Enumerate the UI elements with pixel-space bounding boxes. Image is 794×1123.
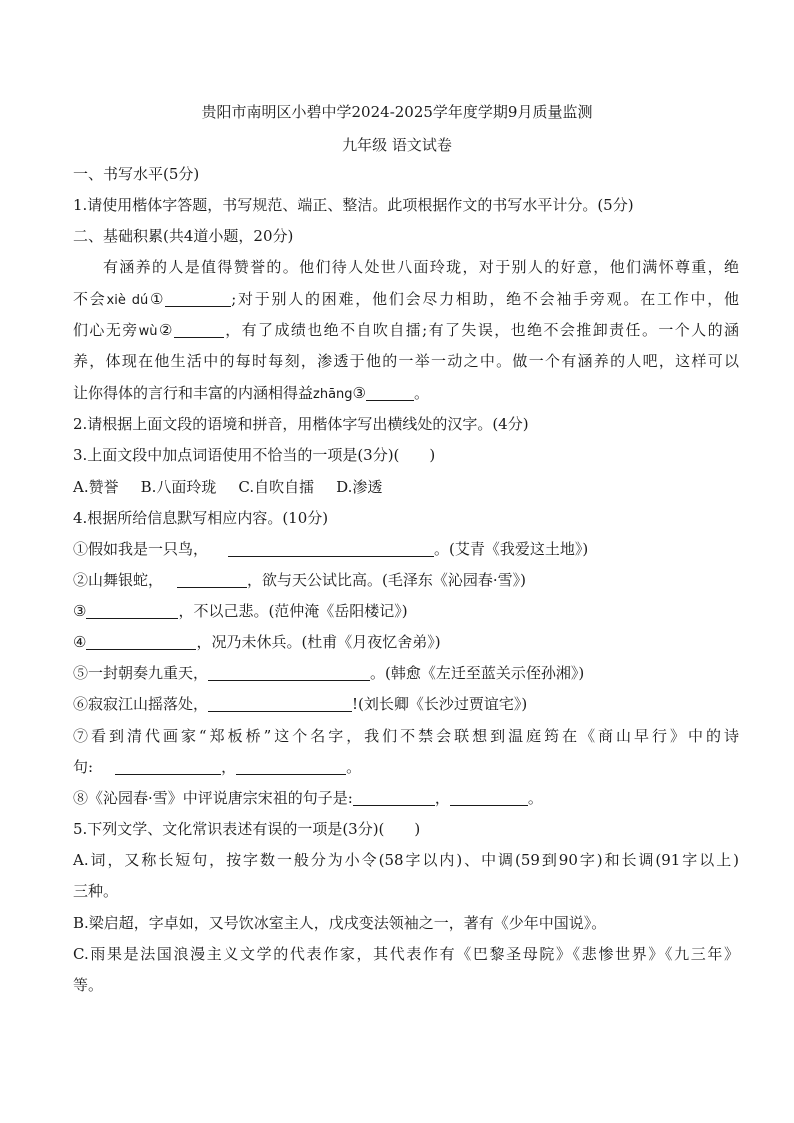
blank-number-2: ② xyxy=(157,321,174,339)
recite-item-6 xyxy=(73,694,739,714)
recite-item-7: ⑦看到清代画家“郑板桥”这个名字，我们不禁会联想到温庭筠在《商山早行》中的诗 xyxy=(73,727,739,745)
recite-item-2 xyxy=(73,570,739,590)
option-c[interactable]: C.自吹自擂 xyxy=(238,478,315,496)
question-3-options xyxy=(73,477,739,497)
passage-text: 不会 xyxy=(73,290,107,308)
answer-blank-3[interactable] xyxy=(366,384,414,401)
recite-text: ①假如我是一只鸟， xyxy=(73,540,209,558)
recite-text: 句: xyxy=(73,758,94,776)
question-5-option-c: C.雨果是法国浪漫主义文学的代表作家，其代表作有《巴黎圣母院》《悲惨世界》《九三年》 xyxy=(73,945,739,963)
recite-source: ，不以己悲。(范仲淹《岳阳楼记》) xyxy=(178,602,408,620)
recite-punct: ， xyxy=(221,758,237,776)
passage-text: 。 xyxy=(414,384,430,402)
recite-blank-6[interactable] xyxy=(208,695,352,712)
question-3: 3.上面文段中加点词语使用不恰当的一项是(3分)( ) xyxy=(73,446,436,464)
recite-text: ②山舞银蛇， xyxy=(73,571,164,589)
recite-blank-3[interactable] xyxy=(86,602,178,619)
recite-blank-2[interactable] xyxy=(177,571,247,588)
recite-source: !(刘长卿《长沙过贾谊宅》) xyxy=(352,695,528,713)
passage-text: ，有了成绩也绝不自吹自擂;有了失误，也绝不会推卸责任。一个人的涵 xyxy=(223,321,740,339)
recite-source: 。(艾青《我爱这土地》) xyxy=(434,540,589,558)
recite-blank-7a[interactable] xyxy=(115,758,221,775)
passage-line-4: 养，体现在他生活中的每时每刻，渗透于他的一举一动之中。做一个有涵养的人吧，这样可以 xyxy=(73,352,739,370)
recite-blank-1[interactable] xyxy=(228,540,434,557)
recite-text: ③ xyxy=(73,602,87,620)
recite-blank-4[interactable] xyxy=(86,633,196,650)
recite-source: ，欲与天公试比高。(毛泽东《沁园春·雪》) xyxy=(247,571,526,589)
option-a[interactable]: A.赞誉 xyxy=(73,478,119,496)
passage-text: ;对于别人的困难，他们会尽力相助，绝不会袖手旁观。在工作中，他 xyxy=(231,290,739,308)
recite-punct: 。 xyxy=(346,758,362,776)
recite-source: ，况乃未休兵。(杜甫《月夜忆舍弟》) xyxy=(196,633,441,651)
recite-text: ⑧《沁园春·雪》中评说唐宗宋祖的句子是: xyxy=(73,789,353,807)
recite-text: ④ xyxy=(73,633,87,651)
pinyin-2: wù xyxy=(138,324,158,339)
question-5-option-a: A.词，又称长短句，按字数一般分为小令(58字以内)、中调(59到90字)和长调(91字以上) xyxy=(73,851,739,869)
exam-subtitle: 九年级 语文试卷 xyxy=(342,136,452,154)
passage-line-5 xyxy=(73,383,739,405)
recite-blank-5[interactable] xyxy=(208,664,370,681)
blank-number-1: ① xyxy=(148,290,166,308)
recite-item-1 xyxy=(73,539,739,559)
recite-item-3 xyxy=(73,601,739,621)
recite-text: ⑤一封朝奏九重天， xyxy=(73,664,209,682)
option-d[interactable]: D.渗透 xyxy=(336,478,383,496)
pinyin-1: xiè dú xyxy=(106,293,149,308)
exam-title: 贵阳市南明区小碧中学2024-2025学年度学期9月质量监测 xyxy=(201,103,593,121)
question-1: 1.请使用楷体字答题，书写规范、端正、整洁。此项根据作文的书写水平计分。(5分) xyxy=(73,196,634,214)
recite-item-7-answer xyxy=(73,757,739,777)
recite-blank-8b[interactable] xyxy=(450,789,528,806)
passage-line-1: 有涵养的人是值得赞誉的。他们待人处世八面玲珑，对于别人的好意，他们满怀尊重，绝 xyxy=(103,258,739,276)
recite-item-4 xyxy=(73,632,739,652)
option-b[interactable]: B.八面玲珑 xyxy=(140,478,217,496)
question-5-option-b: B.梁启超，字卓如，又号饮冰室主人，戊戌变法领袖之一，著有《少年中国说》。 xyxy=(73,914,607,932)
section-heading-1: 一、书写水平(5分) xyxy=(73,165,200,183)
question-5-option-a-cont: 三种。 xyxy=(73,882,119,900)
question-5-option-c-cont: 等。 xyxy=(73,976,104,994)
recite-blank-8a[interactable] xyxy=(353,789,435,806)
recite-punct: 。 xyxy=(527,789,543,807)
answer-blank-2[interactable] xyxy=(174,321,224,338)
question-5: 5.下列文学、文化常识表述有误的一项是(3分)( ) xyxy=(73,820,421,838)
recite-blank-7b[interactable] xyxy=(236,758,346,775)
question-2: 2.请根据上面文段的语境和拼音，用楷体字写出横线处的汉字。(4分) xyxy=(73,415,529,433)
passage-line-3 xyxy=(73,320,739,342)
question-4: 4.根据所给信息默写相应内容。(10分) xyxy=(73,509,329,527)
answer-blank-1[interactable] xyxy=(165,290,231,307)
recite-punct: ， xyxy=(434,789,450,807)
recite-item-5 xyxy=(73,663,739,683)
passage-text: 们心无旁 xyxy=(73,321,139,339)
section-heading-2: 二、基础积累(共4道小题，20分) xyxy=(73,227,294,245)
recite-text: ⑥寂寂江山摇落处， xyxy=(73,695,209,713)
passage-line-2 xyxy=(73,289,739,311)
recite-source: 。(韩愈《左迁至蓝关示侄孙湘》) xyxy=(370,664,585,682)
pinyin-3: zhāng xyxy=(313,387,353,402)
recite-item-8 xyxy=(73,788,739,808)
blank-number-3: ③ xyxy=(352,384,366,402)
passage-text: 让你得体的言行和丰富的内涵相得益 xyxy=(73,384,314,402)
